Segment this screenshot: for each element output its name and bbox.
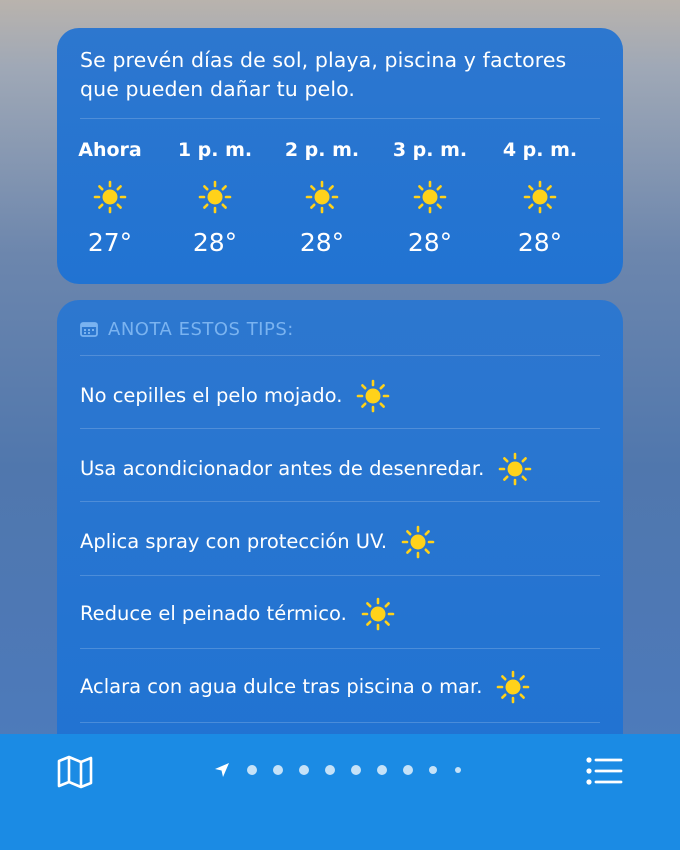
sun-icon <box>198 180 232 214</box>
hour-temperature: 28° <box>192 228 238 257</box>
page-dot[interactable] <box>247 765 257 775</box>
forecast-summary: Se prevén días de sol, playa, piscina y factores que pueden dañar tu pelo. <box>80 48 567 101</box>
list-icon[interactable] <box>585 756 623 786</box>
map-icon[interactable] <box>56 754 94 790</box>
page-dot[interactable] <box>429 766 437 774</box>
page-dot[interactable] <box>377 765 387 775</box>
page-dot[interactable] <box>299 765 309 775</box>
divider <box>80 501 600 502</box>
tip-item <box>80 650 600 723</box>
page-dot[interactable] <box>325 765 335 775</box>
hour-item <box>385 136 475 257</box>
hour-temperature: 28° <box>517 228 563 257</box>
tip-item <box>80 577 600 650</box>
hour-item <box>65 136 155 257</box>
divider <box>80 355 600 356</box>
tip-text: Usa acondicionador antes de desenredar. <box>80 457 485 480</box>
sun-icon <box>523 180 557 214</box>
tips-header-label: ANOTA ESTOS TIPS: <box>108 318 294 340</box>
hour-temperature: 27° <box>87 228 133 257</box>
tip-text: Aclara con agua dulce tras piscina o mar. <box>80 675 483 698</box>
hour-temperature: 28° <box>407 228 453 257</box>
sun-icon <box>401 525 435 559</box>
tip-text: Aplica spray con protección UV. <box>80 530 388 553</box>
sun-icon <box>361 597 395 631</box>
page-dot[interactable] <box>351 765 361 775</box>
hour-item <box>495 136 585 257</box>
bottom-toolbar <box>0 734 680 850</box>
sun-icon <box>305 180 339 214</box>
page-dot[interactable] <box>273 765 283 775</box>
tip-item <box>80 432 600 505</box>
page-dot[interactable] <box>403 765 413 775</box>
hour-label: 2 p. m. <box>284 139 360 161</box>
sun-icon <box>356 379 390 413</box>
hour-item <box>170 136 260 257</box>
hour-label: Ahora <box>78 139 142 161</box>
page-indicator[interactable] <box>213 759 477 781</box>
location-arrow-icon <box>213 761 231 779</box>
divider <box>80 118 600 119</box>
hour-label: 4 p. m. <box>502 139 578 161</box>
tip-item <box>80 359 600 432</box>
tip-text: Reduce el peinado térmico. <box>80 602 347 625</box>
tip-text: No cepilles el pelo mojado. <box>80 384 343 407</box>
calendar-icon <box>80 321 98 337</box>
tips-card <box>57 300 623 750</box>
divider <box>80 575 600 576</box>
sun-icon <box>93 180 127 214</box>
tips-header <box>80 315 294 343</box>
hour-item <box>277 136 367 257</box>
sun-icon <box>413 180 447 214</box>
tip-item <box>80 505 600 578</box>
hour-label: 3 p. m. <box>392 139 468 161</box>
sun-icon <box>498 452 532 486</box>
hourly-forecast-card <box>57 28 623 284</box>
page-dot[interactable] <box>455 767 461 773</box>
sun-icon <box>496 670 530 704</box>
hour-label: 1 p. m. <box>177 139 253 161</box>
divider <box>80 722 600 723</box>
hour-temperature: 28° <box>299 228 345 257</box>
divider <box>80 428 600 429</box>
divider <box>80 648 600 649</box>
hourly-forecast-row[interactable] <box>57 136 623 276</box>
